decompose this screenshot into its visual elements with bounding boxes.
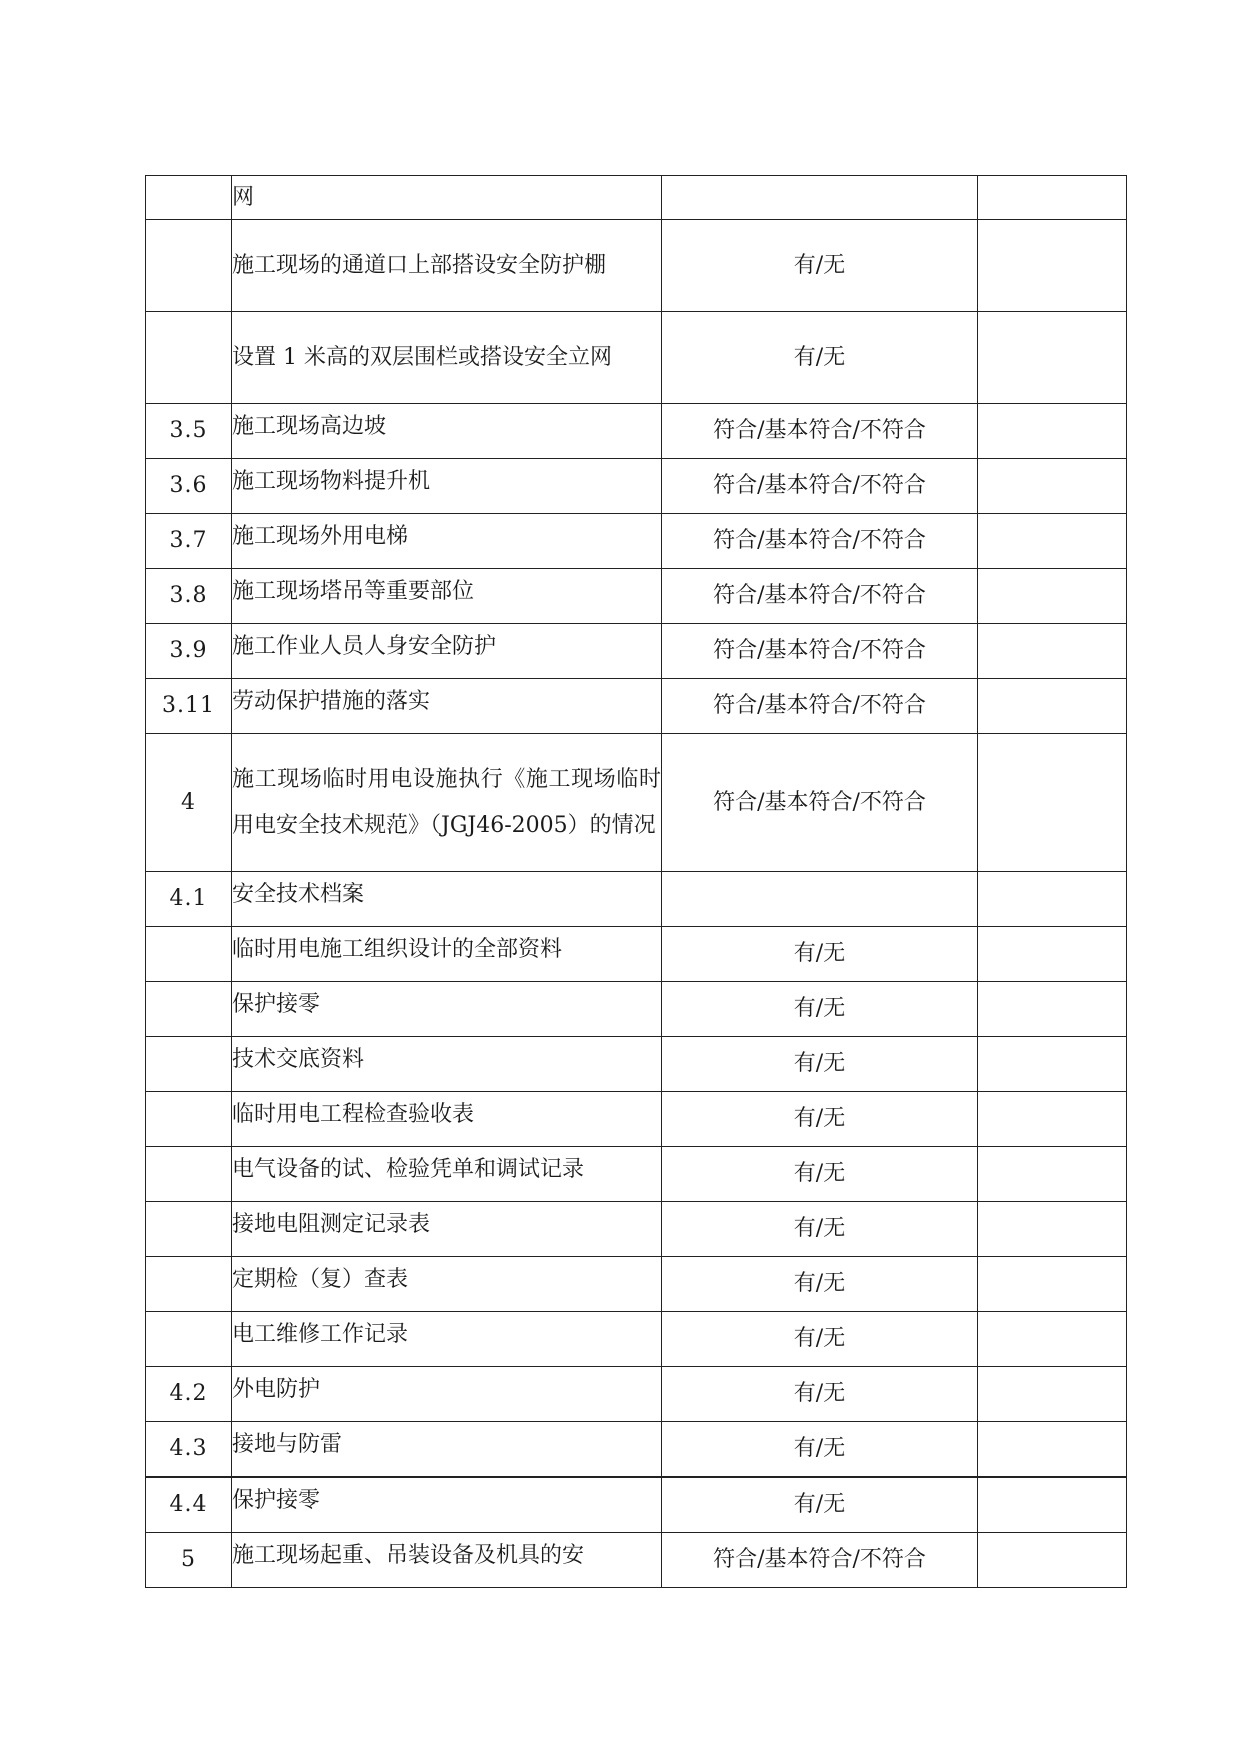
table-row <box>146 1202 1127 1257</box>
remark-cell[interactable] <box>978 624 1127 679</box>
check-result-cell[interactable]: 有/无 <box>662 1092 978 1147</box>
table-row <box>146 982 1127 1037</box>
table-row <box>146 1533 1127 1588</box>
item-number-cell: 4.3 <box>146 1422 232 1478</box>
check-item-cell: 施工现场的通道口上部搭设安全防护棚 <box>232 220 662 312</box>
remark-cell[interactable] <box>978 1312 1127 1367</box>
item-number-cell: 4.4 <box>146 1477 232 1533</box>
check-item-cell: 保护接零 <box>232 1477 662 1533</box>
item-number-cell: 3.9 <box>146 624 232 679</box>
table-row <box>146 176 1127 220</box>
item-number-cell: 3.6 <box>146 459 232 514</box>
remark-cell[interactable] <box>978 1037 1127 1092</box>
check-item-cell: 接地与防雷 <box>232 1422 662 1478</box>
remark-cell[interactable] <box>978 1092 1127 1147</box>
table-row <box>146 1422 1127 1478</box>
item-number-cell: 3.5 <box>146 404 232 459</box>
item-number-cell <box>146 1202 232 1257</box>
check-result-cell[interactable]: 有/无 <box>662 1422 978 1478</box>
remark-cell[interactable] <box>978 1477 1127 1533</box>
check-result-cell[interactable]: 有/无 <box>662 1202 978 1257</box>
check-item-cell: 保护接零 <box>232 982 662 1037</box>
table-row <box>146 1037 1127 1092</box>
check-result-cell[interactable]: 符合/基本符合/不符合 <box>662 624 978 679</box>
remark-cell[interactable] <box>978 1533 1127 1588</box>
remark-cell[interactable] <box>978 1257 1127 1312</box>
table-row <box>146 459 1127 514</box>
item-number-cell <box>146 1092 232 1147</box>
check-item-cell: 施工现场塔吊等重要部位 <box>232 569 662 624</box>
check-result-cell[interactable]: 有/无 <box>662 982 978 1037</box>
check-result-cell[interactable]: 有/无 <box>662 1367 978 1422</box>
table-row <box>146 1477 1127 1533</box>
item-number-cell: 3.11 <box>146 679 232 734</box>
check-item-cell: 网 <box>232 176 662 220</box>
remark-cell[interactable] <box>978 176 1127 220</box>
remark-cell[interactable] <box>978 1147 1127 1202</box>
table-row <box>146 734 1127 872</box>
item-number-cell <box>146 176 232 220</box>
check-result-cell[interactable]: 符合/基本符合/不符合 <box>662 514 978 569</box>
table-row <box>146 1257 1127 1312</box>
check-item-cell: 施工作业人员人身安全防护 <box>232 624 662 679</box>
table-row <box>146 404 1127 459</box>
item-number-cell: 3.8 <box>146 569 232 624</box>
check-result-cell[interactable]: 有/无 <box>662 312 978 404</box>
check-item-cell: 施工现场起重、吊装设备及机具的安 <box>232 1533 662 1588</box>
check-result-cell[interactable] <box>662 176 978 220</box>
item-number-cell <box>146 1037 232 1092</box>
check-item-cell: 定期检（复）查表 <box>232 1257 662 1312</box>
check-result-cell[interactable]: 有/无 <box>662 1257 978 1312</box>
item-number-cell: 4.2 <box>146 1367 232 1422</box>
remark-cell[interactable] <box>978 1422 1127 1478</box>
remark-cell[interactable] <box>978 404 1127 459</box>
check-item-cell: 电气设备的试、检验凭单和调试记录 <box>232 1147 662 1202</box>
remark-cell[interactable] <box>978 872 1127 927</box>
remark-cell[interactable] <box>978 1367 1127 1422</box>
item-number-cell <box>146 1147 232 1202</box>
check-item-cell: 安全技术档案 <box>232 872 662 927</box>
check-result-cell[interactable]: 符合/基本符合/不符合 <box>662 679 978 734</box>
check-result-cell[interactable]: 符合/基本符合/不符合 <box>662 569 978 624</box>
table-row <box>146 312 1127 404</box>
remark-cell[interactable] <box>978 679 1127 734</box>
remark-cell[interactable] <box>978 514 1127 569</box>
check-item-cell: 临时用电工程检查验收表 <box>232 1092 662 1147</box>
table-row <box>146 220 1127 312</box>
remark-cell[interactable] <box>978 459 1127 514</box>
check-item-cell: 施工现场物料提升机 <box>232 459 662 514</box>
item-number-cell: 4.1 <box>146 872 232 927</box>
check-result-cell[interactable]: 符合/基本符合/不符合 <box>662 1533 978 1588</box>
check-result-cell[interactable]: 符合/基本符合/不符合 <box>662 459 978 514</box>
check-item-cell: 技术交底资料 <box>232 1037 662 1092</box>
item-number-cell: 5 <box>146 1533 232 1588</box>
remark-cell[interactable] <box>978 982 1127 1037</box>
check-result-cell[interactable]: 有/无 <box>662 1147 978 1202</box>
item-number-cell: 3.7 <box>146 514 232 569</box>
table-row <box>146 569 1127 624</box>
check-result-cell[interactable]: 有/无 <box>662 1037 978 1092</box>
table-row <box>146 927 1127 982</box>
item-number-cell <box>146 220 232 312</box>
remark-cell[interactable] <box>978 734 1127 872</box>
check-item-cell: 劳动保护措施的落实 <box>232 679 662 734</box>
check-result-cell[interactable]: 有/无 <box>662 927 978 982</box>
table-row <box>146 1367 1127 1422</box>
check-result-cell[interactable]: 有/无 <box>662 220 978 312</box>
item-number-cell <box>146 1312 232 1367</box>
check-result-cell[interactable]: 符合/基本符合/不符合 <box>662 404 978 459</box>
check-item-cell: 接地电阻测定记录表 <box>232 1202 662 1257</box>
item-number-cell <box>146 982 232 1037</box>
check-item-cell: 施工现场外用电梯 <box>232 514 662 569</box>
check-item-cell: 临时用电施工组织设计的全部资料 <box>232 927 662 982</box>
table-row <box>146 1092 1127 1147</box>
check-result-cell[interactable] <box>662 872 978 927</box>
remark-cell[interactable] <box>978 312 1127 404</box>
check-result-cell[interactable]: 符合/基本符合/不符合 <box>662 734 978 872</box>
remark-cell[interactable] <box>978 927 1127 982</box>
item-number-cell <box>146 927 232 982</box>
checklist-body <box>146 176 1127 1588</box>
item-number-cell <box>146 312 232 404</box>
safety-checklist-table <box>145 175 1127 1588</box>
check-item-cell: 设置 1 米高的双层围栏或搭设安全立网 <box>232 312 662 404</box>
table-row <box>146 872 1127 927</box>
item-number-cell: 4 <box>146 734 232 872</box>
table-row <box>146 1312 1127 1367</box>
table-row <box>146 1147 1127 1202</box>
remark-cell[interactable] <box>978 1202 1127 1257</box>
table-row <box>146 514 1127 569</box>
table-row <box>146 679 1127 734</box>
item-number-cell <box>146 1257 232 1312</box>
remark-cell[interactable] <box>978 569 1127 624</box>
check-item-cell: 外电防护 <box>232 1367 662 1422</box>
check-item-cell: 电工维修工作记录 <box>232 1312 662 1367</box>
table-row <box>146 624 1127 679</box>
check-item-cell: 施工现场高边坡 <box>232 404 662 459</box>
remark-cell[interactable] <box>978 220 1127 312</box>
check-item-cell: 施工现场临时用电设施执行《施工现场临时用电安全技术规范》（JGJ46-2005）的情况 <box>232 734 662 872</box>
check-result-cell[interactable]: 有/无 <box>662 1312 978 1367</box>
check-result-cell[interactable]: 有/无 <box>662 1477 978 1533</box>
